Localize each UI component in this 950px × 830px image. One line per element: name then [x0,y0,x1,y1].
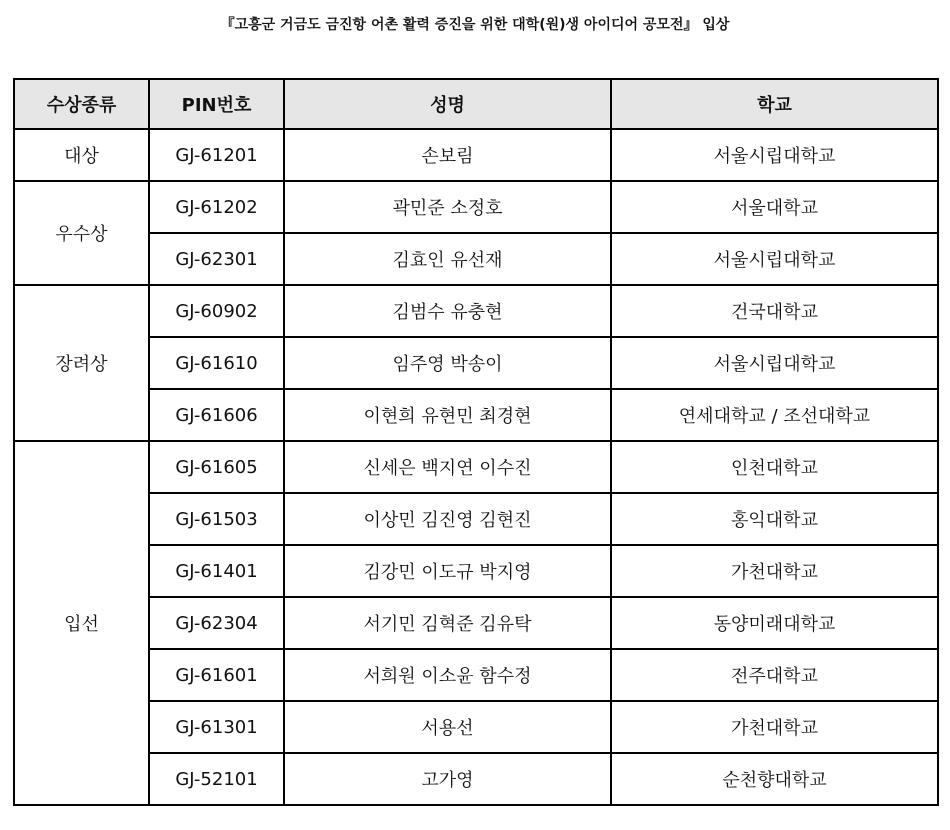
header-school: 학교 [611,79,938,129]
pin-cell: GJ-61605 [149,441,284,493]
name-cell: 이상민 김진영 김현진 [284,493,611,545]
name-cell: 곽민준 소정호 [284,181,611,233]
school-cell: 가천대학교 [611,545,938,597]
name-cell: 김강민 이도규 박지영 [284,545,611,597]
pin-cell: GJ-61301 [149,701,284,753]
header-name: 성명 [284,79,611,129]
pin-cell: GJ-61401 [149,545,284,597]
school-cell: 서울시립대학교 [611,337,938,389]
name-cell: 서기민 김혁준 김유탁 [284,597,611,649]
table-row [14,649,938,701]
header-award: 수상종류 [14,79,149,129]
pin-cell: GJ-60902 [149,285,284,337]
table-row [14,701,938,753]
table-row [14,233,938,285]
table-row [14,181,938,233]
table-row [14,493,938,545]
pin-cell: GJ-61601 [149,649,284,701]
award-cell: 대상 [14,129,149,181]
table-body [14,129,938,805]
name-cell: 이현희 유현민 최경현 [284,389,611,441]
pin-cell: GJ-61201 [149,129,284,181]
pin-cell: GJ-61610 [149,337,284,389]
table-header-row [14,79,938,129]
school-cell: 전주대학교 [611,649,938,701]
school-cell: 서울시립대학교 [611,129,938,181]
pin-cell: GJ-62304 [149,597,284,649]
table-row [14,753,938,805]
page-title: 『고흥군 거금도 금진항 어촌 활력 증진을 위한 대학(원)생 아이디어 공모전』 입상 [220,17,730,33]
name-cell: 서희원 이소윤 함수정 [284,649,611,701]
table-row [14,389,938,441]
award-cell: 우수상 [14,181,149,285]
pin-cell: GJ-61202 [149,181,284,233]
school-cell: 동양미래대학교 [611,597,938,649]
table-row [14,129,938,181]
school-cell: 인천대학교 [611,441,938,493]
name-cell: 임주영 박송이 [284,337,611,389]
name-cell: 고가영 [284,753,611,805]
school-cell: 건국대학교 [611,285,938,337]
school-cell: 순천향대학교 [611,753,938,805]
school-cell: 홍익대학교 [611,493,938,545]
pin-cell: GJ-52101 [149,753,284,805]
table-row [14,545,938,597]
table-row [14,441,938,493]
pin-cell: GJ-62301 [149,233,284,285]
header-pin: PIN번호 [149,79,284,129]
school-cell: 서울대학교 [611,181,938,233]
award-cell: 입선 [14,441,149,805]
award-cell: 장려상 [14,285,149,441]
name-cell: 손보림 [284,129,611,181]
pin-cell: GJ-61503 [149,493,284,545]
table-row [14,597,938,649]
school-cell: 연세대학교 / 조선대학교 [611,389,938,441]
school-cell: 서울시립대학교 [611,233,938,285]
table-row [14,337,938,389]
name-cell: 신세은 백지연 이수진 [284,441,611,493]
name-cell: 서용선 [284,701,611,753]
table-row [14,285,938,337]
award-results-table [13,78,939,806]
school-cell: 가천대학교 [611,701,938,753]
name-cell: 김효인 유선재 [284,233,611,285]
name-cell: 김범수 유충현 [284,285,611,337]
pin-cell: GJ-61606 [149,389,284,441]
